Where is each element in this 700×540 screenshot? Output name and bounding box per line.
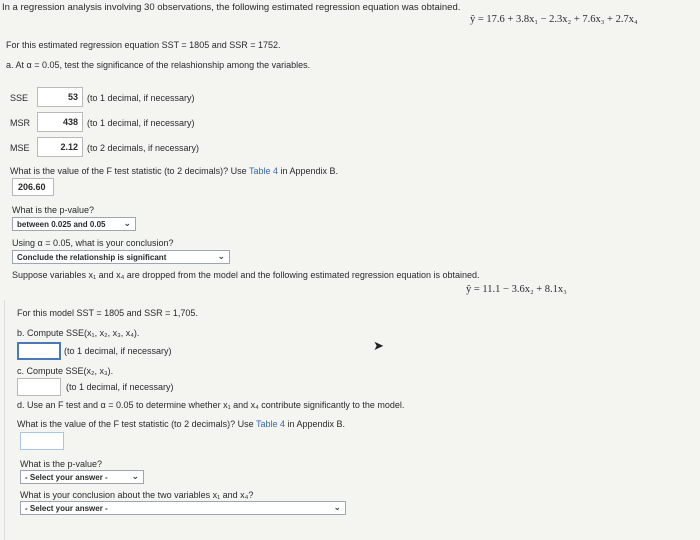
regression-equation-1: ŷ = 17.6 + 3.8x₁ − 2.3x₂ + 7.6x₃ + 2.7x₄	[470, 14, 638, 25]
sse-input[interactable]: 53	[37, 87, 83, 107]
part-a-prompt: a. At α = 0.05, test the significance of the relashionship among the variables.	[6, 60, 311, 70]
p-value2-select[interactable]: - Select your answer - ⌄	[20, 470, 144, 484]
part-d-prompt: d. Use an F test and α = 0.05 to determine whether x₁ and x₄ contribute significantly to the model.	[17, 400, 405, 410]
sse-label: SSE	[10, 93, 29, 103]
chevron-down-icon: ⌄	[131, 470, 139, 481]
regression-equation-2: ŷ = 11.1 − 3.6x₂ + 8.1x₃	[466, 284, 567, 295]
cursor-icon: ➤	[373, 338, 384, 353]
given-sst-ssr-2: For this model SST = 1805 and SSR = 1,705.	[17, 308, 198, 318]
sse-reduced-input[interactable]	[17, 378, 61, 396]
p-value-select[interactable]: between 0.025 and 0.05 ⌄	[12, 217, 136, 231]
msr-label: MSR	[10, 118, 30, 128]
conclusion-select[interactable]: Conclude the relationship is significant ⌄	[12, 250, 230, 264]
p-value-question: What is the p-value?	[12, 205, 95, 215]
part-c-prompt: c. Compute SSE(x₂, x₃).	[17, 366, 114, 376]
part-b-hint: (to 1 decimal, if necessary)	[64, 346, 172, 356]
given-sst-ssr-1: For this estimated regression equation SST = 1805 and SSR = 1752.	[6, 40, 281, 50]
mse-input[interactable]: 2.12	[37, 137, 83, 157]
p-value2-question: What is the p-value?	[20, 459, 103, 469]
part-c-hint: (to 1 decimal, if necessary)	[66, 382, 174, 392]
mse-hint: (to 2 decimals, if necessary)	[87, 143, 200, 153]
msr-input[interactable]: 438	[37, 112, 83, 132]
table4-link-2[interactable]: Table 4	[255, 419, 285, 429]
chevron-down-icon: ⌄	[333, 501, 341, 512]
intro-text: In a regression analysis involving 30 observations, the following estimated regression equation was obtained.	[2, 2, 461, 13]
table4-link[interactable]: Table 4	[248, 166, 278, 176]
mse-label: MSE	[10, 143, 30, 153]
suppose-text: Suppose variables x₁ and x₄ are dropped from the model and the following estimated regression equation is obtained.	[12, 270, 480, 280]
sse-full-input[interactable]	[17, 342, 61, 360]
f-stat2-input[interactable]	[20, 432, 64, 450]
chevron-down-icon: ⌄	[123, 217, 131, 228]
f-stat-question: What is the value of the F test statistic (to 2 decimals)? Use Table 4 in Appendix B.	[10, 166, 339, 176]
f-stat-input[interactable]: 206.60	[12, 178, 54, 196]
panel-border	[4, 300, 5, 540]
part-b-prompt: b. Compute SSE(x₁, x₂, x₃, x₄).	[17, 328, 140, 338]
sse-hint: (to 1 decimal, if necessary)	[87, 93, 195, 103]
msr-hint: (to 1 decimal, if necessary)	[87, 118, 195, 128]
conclusion-question: Using α = 0.05, what is your conclusion?	[12, 238, 174, 248]
f-stat2-question: What is the value of the F test statistic (to 2 decimals)? Use Table 4 in Appendix B.	[17, 419, 346, 429]
conclusion2-select[interactable]: - Select your answer - ⌄	[20, 501, 346, 515]
conclusion2-question: What is your conclusion about the two variables x₁ and x₄?	[20, 490, 254, 500]
chevron-down-icon: ⌄	[217, 250, 225, 261]
